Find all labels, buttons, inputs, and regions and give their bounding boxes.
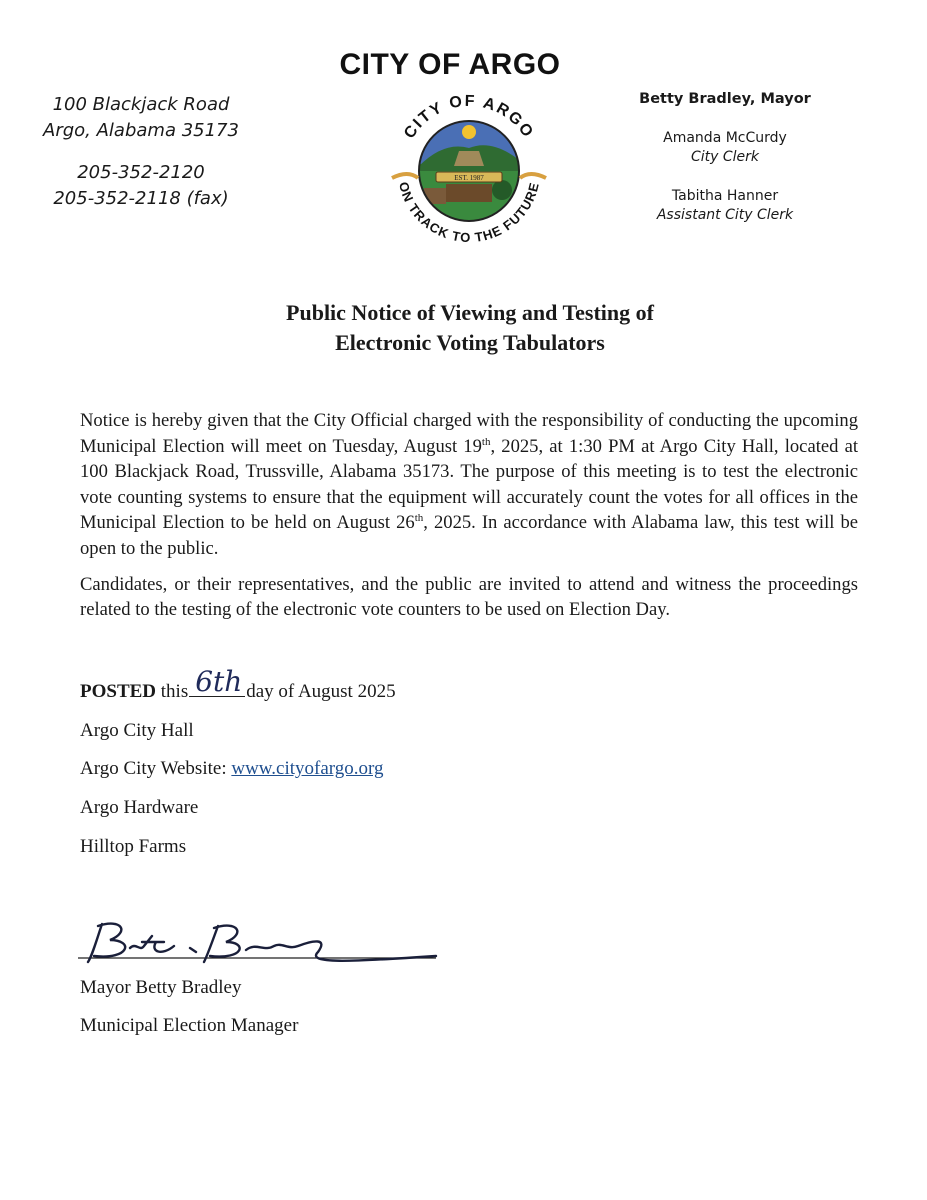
signer-role: Municipal Election Manager	[80, 1015, 299, 1036]
posted-this: this	[160, 681, 189, 702]
city-title: CITY OF ARGO	[339, 48, 561, 81]
posted-line	[80, 665, 396, 704]
city-website-link[interactable]: www.cityofargo.org	[231, 758, 384, 779]
assistant-clerk-role: Assistant City Clerk	[656, 207, 794, 223]
signer-name: Mayor Betty Bradley	[80, 977, 242, 998]
city-address-block	[36, 92, 246, 212]
address-street: 100 Blackjack Road	[52, 94, 230, 115]
notice-title	[0, 298, 927, 358]
posted-day-blank	[189, 665, 245, 698]
notice-body	[80, 408, 858, 633]
phone-number: 205-352-2120	[77, 162, 205, 183]
address-city-state: Argo, Alabama 35173	[43, 120, 239, 141]
location-website	[80, 758, 384, 780]
handwritten-day: 6th	[195, 665, 243, 698]
assistant-clerk-name: Tabitha Hanner	[671, 188, 779, 204]
city-officials-block	[620, 90, 830, 225]
website-label: Argo City Website:	[80, 758, 232, 779]
notice-title-line2: Electronic Voting Tabulators	[335, 330, 605, 355]
seal-bottom-text: ON TRACK TO THE FUTURE	[395, 180, 543, 246]
mayor-name: Betty Bradley, Mayor	[639, 91, 811, 107]
location-city-hall: Argo City Hall	[80, 720, 194, 741]
city-seal-logo	[384, 86, 554, 256]
posted-label: POSTED	[80, 681, 157, 702]
notice-paragraph-2: Candidates, or their representatives, and the public are invited to attend and witness the proceedings related to the testing of the electronic vote counters to be used on Election Day.	[80, 573, 858, 621]
fax-number: 205-352-2118 (fax)	[53, 188, 229, 209]
seal-est-text: EST. 1987	[454, 174, 484, 182]
clerk-role: City Clerk	[690, 149, 760, 165]
location-farms: Hilltop Farms	[80, 836, 187, 857]
seal-top-text: CITY OF ARGO	[401, 92, 537, 142]
posted-rest: day of August 2025	[246, 681, 396, 702]
mayor-signature	[78, 912, 438, 974]
notice-paragraph-1: Notice is hereby given that the City Official charged with the responsibility of conducting the upcoming Municipal Election will meet on Tuesday, August 19th, 2025, at 1:30 PM at Argo City Hall, located at 100 Blackjack Road, Trussville, Alabama 35173. The purpose of this meeting is to test the electronic vote counting systems to ensure that the equipment will accurately count the votes for all offices in the Municipal Election to be held on August 26th, 2025. In accordance with Alabama law, this test will be open to the public.	[80, 410, 859, 559]
location-hardware: Argo Hardware	[80, 797, 199, 818]
clerk-name: Amanda McCurdy	[663, 130, 787, 146]
notice-title-line1: Public Notice of Viewing and Testing of	[286, 300, 654, 325]
